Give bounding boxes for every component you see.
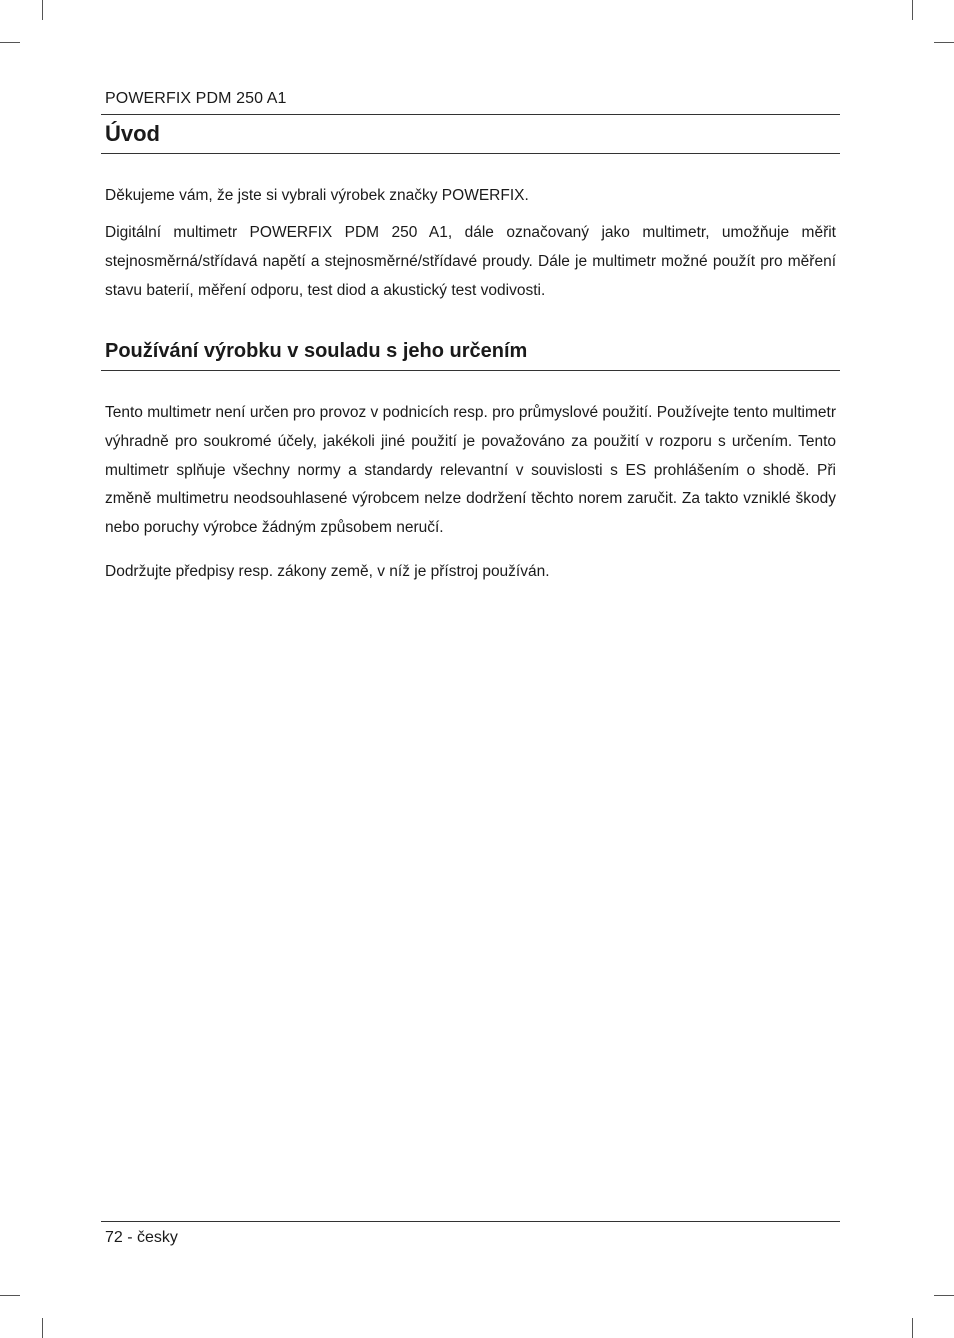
crop-mark (0, 1295, 20, 1296)
section-heading-intro: Úvod (105, 121, 160, 146)
intro-paragraph-thanks: Děkujeme vám, že jste si vybrali výrobek značky POWERFIX. (105, 187, 529, 204)
crop-mark (42, 1318, 43, 1338)
crop-mark (42, 0, 43, 20)
crop-mark (0, 42, 20, 43)
regulations-paragraph: Dodržujte předpisy resp. zákony země, v níž je přístroj používán. (105, 563, 550, 580)
header-rule (101, 114, 840, 115)
crop-mark (912, 0, 913, 20)
section-heading-rule (101, 370, 840, 371)
page-number: 72 - česky (105, 1229, 178, 1246)
crop-mark (912, 1318, 913, 1338)
intro-paragraph-description: Digitální multimetr POWERFIX PDM 250 A1, dále označovaný jako multimetr, umožňuje měřit stejnosměrná/střídavá napětí a stejnosměrné/střídavé proudy. Dále je multimetr možné použít pro měření stavu baterií, měření odporu, test diod a akustický test vodivosti. (105, 224, 836, 299)
crop-mark (934, 42, 954, 43)
section-heading-rule (101, 153, 840, 154)
intended-use-paragraph: Tento multimetr není určen pro provoz v podnicích resp. pro průmyslové použití. Používejte tento multimetr výhradně pro soukromé účely, jakékoli jiné použití je považováno za použití v rozporu s určením. Tento multimetr splňuje všechny normy a standardy relevantní v souvislosti s ES prohlášením o shodě. Při změně multimetru neodsouhlasené výrobcem nelze dodržení těchto norem zaručit. Za takto vzniklé škody nebo poruchy výrobce žádným způsobem neručí. (105, 404, 836, 537)
crop-mark (934, 1295, 954, 1296)
running-header: POWERFIX PDM 250 A1 (105, 90, 287, 107)
section-heading-intended-use: Používání výrobku v souladu s jeho určením (105, 340, 528, 362)
footer-rule (101, 1221, 840, 1222)
